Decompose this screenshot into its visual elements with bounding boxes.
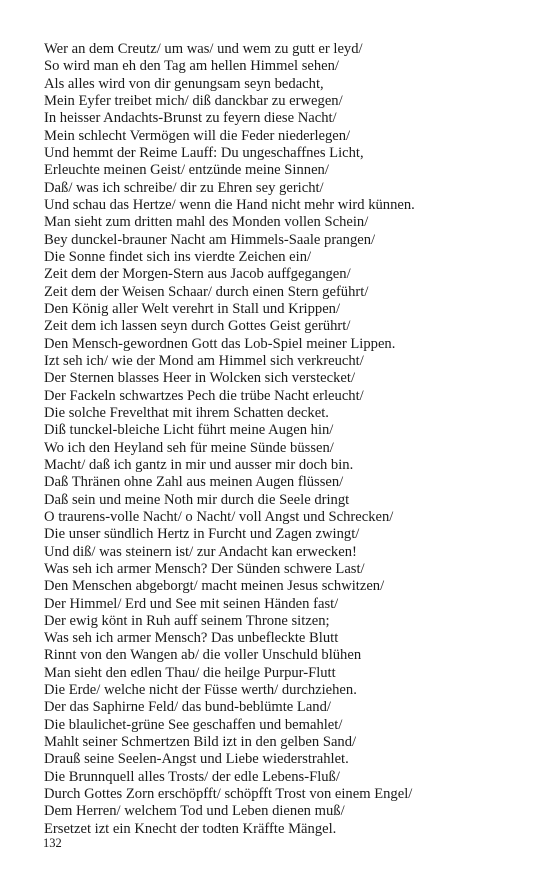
poem-line: Der ewig könt in Ruh auff seinem Throne sitzen; — [44, 612, 330, 629]
poem-line: Wo ich den Heyland seh für meine Sünde büssen/ — [44, 439, 334, 456]
poem-line: Als alles wird von dir genungsam seyn bedacht, — [44, 75, 324, 92]
poem-line: Die solche Frevelthat mit ihrem Schatten decket. — [44, 404, 329, 421]
poem-line: Den König aller Welt verehrt in Stall und Krippen/ — [44, 300, 341, 317]
poem-line: So wird man eh den Tag am hellen Himmel sehen/ — [44, 58, 339, 75]
poem-line: Die unser sündlich Hertz in Furcht und Zagen zwingt/ — [44, 526, 360, 543]
poem-line: Dem Herren/ welchem Tod und Leben dienen muß/ — [44, 803, 345, 820]
poem-line: Macht/ daß ich gantz in mir und ausser mir doch bin. — [44, 456, 354, 473]
poem-line: Erleuchte meinen Geist/ entzünde meine Sinnen/ — [44, 162, 329, 179]
poem-line: Die blaulichet-grüne See geschaffen und bemahlet/ — [44, 716, 343, 733]
poem-line: Was seh ich armer Mensch? Das unbefleckte Blutt — [44, 630, 339, 647]
poem-line: Mein schlecht Vermögen will die Feder niederlegen/ — [44, 127, 351, 144]
poem-line: Der Himmel/ Erd und See mit seinen Händen fast/ — [44, 595, 339, 612]
poem-line: Mein Eyfer treibet mich/ diß danckbar zu erwegen/ — [44, 92, 343, 109]
poem-line: Durch Gottes Zorn erschöpfft/ schöpfft Trost von einem Engel/ — [44, 786, 413, 803]
poem-text — [44, 41, 534, 838]
poem-line: Daß Thränen ohne Zahl aus meinen Augen flüssen/ — [44, 474, 344, 491]
poem-line: Zeit dem der Morgen-Stern aus Jacob auffgegangen/ — [44, 266, 351, 283]
poem-line: Wer an dem Creutz/ um was/ und wem zu gutt er leyd/ — [44, 41, 363, 57]
poem-line: In heisser Andachts-Brunst zu feyern diese Nacht/ — [44, 110, 337, 127]
poem-line: Diß tunckel-bleiche Licht führt meine Augen hin/ — [44, 422, 334, 439]
poem-line: Und hemmt der Reime Lauff: Du ungeschaffnes Licht, — [44, 144, 364, 161]
poem-line: Der Sternen blasses Heer in Wolcken sich verstecket/ — [44, 370, 356, 387]
poem-line: Die Brunnquell alles Trosts/ der edle Lebens-Fluß/ — [44, 768, 340, 785]
poem-line: Und diß/ was steinern ist/ zur Andacht kan erwecken! — [44, 543, 357, 560]
poem-line: Den Menschen abgeborgt/ macht meinen Jesus schwitzen/ — [44, 578, 385, 595]
poem-line: Den Mensch-gewordnen Gott das Lob-Spiel meiner Lippen. — [44, 335, 396, 352]
poem-line: Was seh ich armer Mensch? Der Sünden schwere Last/ — [44, 560, 365, 577]
poem-line: Man sieht den edlen Thau/ die heilge Purpur-Flutt — [44, 664, 336, 681]
poem-line: Mahlt seiner Schmertzen Bild izt in den gelben Sand/ — [44, 734, 357, 751]
poem-line: Die Sonne findet sich ins vierdte Zeichen ein/ — [44, 248, 312, 265]
poem-line: Und schau das Hertze/ wenn die Hand nicht mehr wird künnen. — [44, 196, 415, 213]
poem-line: Drauß seine Seelen-Angst und Liebe wiederstrahlet. — [44, 751, 349, 768]
poem-line: Zeit dem der Weisen Schaar/ durch einen Stern geführt/ — [44, 283, 369, 300]
poem-line: Ersetzet izt ein Knecht der todten Kräffte Mängel. — [44, 820, 337, 837]
poem-line: Rinnt von den Wangen ab/ die voller Unschuld blühen — [44, 647, 362, 664]
poem-line: O traurens-volle Nacht/ o Nacht/ voll Angst und Schrecken/ — [44, 508, 394, 525]
poem-line: Izt seh ich/ wie der Mond am Himmel sich verkreucht/ — [44, 352, 364, 369]
poem-line: Daß/ was ich schreibe/ dir zu Ehren sey gericht/ — [44, 179, 324, 196]
poem-line: Zeit dem ich lassen seyn durch Gottes Geist gerührt/ — [44, 318, 351, 335]
poem-line: Der das Saphirne Feld/ das bund-beblümte Land/ — [44, 699, 331, 716]
poem-line: Daß sein und meine Noth mir durch die Seele dringt — [44, 491, 350, 508]
poem-line: Man sieht zum dritten mahl des Monden vollen Schein/ — [44, 214, 369, 231]
poem-line: Die Erde/ welche nicht der Füsse werth/ durchziehen. — [44, 682, 357, 699]
poem-line: Bey dunckel-brauner Nacht am Himmels-Saale prangen/ — [44, 231, 376, 248]
page-number: 132 — [43, 836, 62, 850]
poem-line: Der Fackeln schwartzes Pech die trübe Nacht erleucht/ — [44, 387, 364, 404]
